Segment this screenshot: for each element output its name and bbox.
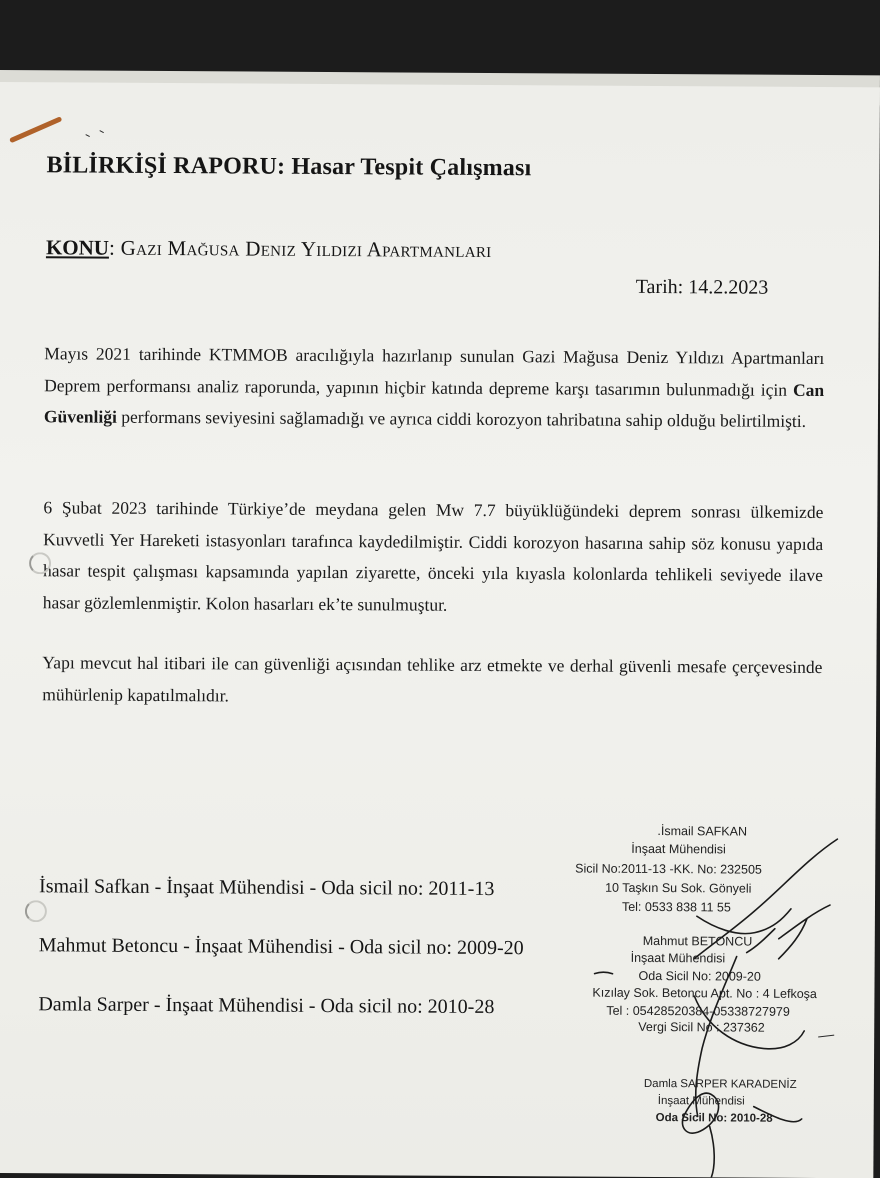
report-date: Tarih: 14.2.2023 <box>635 275 769 299</box>
signature-stroke <box>694 996 804 1049</box>
stamp2-vergi: Vergi Sicil No : 237362 <box>638 1019 765 1035</box>
stamp3-title: İnşaat Mühendisi <box>657 1095 745 1108</box>
subject-label: KONU <box>45 235 110 260</box>
signature-stroke <box>595 972 613 974</box>
paragraph-1-text-b: performans seviyesini sağlamadığı ve ayrıca ciddi korozyon tahribatına sahip olduğu belirtilmişti. <box>116 406 807 431</box>
stamp1-name: .İsmail SAFKAN <box>657 824 748 839</box>
stamp3-sicil: Oda Sicil No: 2010-28 <box>655 1112 773 1125</box>
signature-stroke <box>818 1035 834 1037</box>
signature-stroke <box>709 1126 714 1177</box>
stamp2-address: Kızılay Sok. Betoncu Apt. No : 4 Lefkoşa <box>592 985 817 1002</box>
subject-text: : Gazi Mağusa Deniz Yıldızı Apartmanları <box>108 235 492 263</box>
stamp1-title: İnşaat Mühendisi <box>631 841 726 857</box>
stamp2-tel: Tel : 05428520384-05338727979 <box>606 1003 790 1019</box>
paragraph-3: Yapı mevcut hal itibari ile can güvenliği açısından tehlike arz etmekte ve derhal güvenli mesafe çerçevesinde mühürlenip kapatılmalıdır. <box>42 652 823 705</box>
signature-stroke <box>697 908 791 934</box>
handwritten-signatures <box>0 82 880 1178</box>
stamp1-sicil: Sicil No:2011-13 -KK. No: 232505 <box>575 861 762 877</box>
report-title: BİLİRKİŞİ RAPORU: Hasar Tespit Çalışması <box>46 152 532 182</box>
signature-stroke <box>682 1093 718 1133</box>
engineer-line-2: Mahmut Betoncu - İnşaat Mühendisi - Oda sicil no: 2009-20 <box>38 934 524 960</box>
signature-stroke <box>86 131 104 137</box>
stamp2-title: İnşaat Mühendisi <box>630 950 726 966</box>
stamp2-sicil: Oda Sicil No: 2009-20 <box>638 968 761 984</box>
stamp1-tel: Tel: 0533 838 11 55 <box>621 899 731 915</box>
stamp2-name: Mahmut BETONCU <box>642 933 753 949</box>
signature-stroke <box>696 956 737 1116</box>
document-page <box>0 82 880 1178</box>
signature-stroke <box>754 1107 802 1122</box>
engineer-line-3: Damla Sarper - İnşaat Mühendisi - Oda sicil no: 2010-28 <box>38 993 495 1019</box>
signature-stroke <box>695 838 838 959</box>
engineer-line-1: İsmail Safkan - İnşaat Mühendisi - Oda sicil no: 2011-13 <box>39 875 495 901</box>
paragraph-1-text-a: Mayıs 2021 tarihinde KTMMOB aracılığıyla hazırlanıp sunulan Gazi Mağusa Deniz Yıldızı Apartmanları Deprem performansı analiz raporunda, yapının hiçbir katında depreme karşı tasarımın bulunmadığı için <box>44 343 825 400</box>
paragraph-1-bold: Can Güvenliği <box>43 379 825 427</box>
paragraph-2: 6 Şubat 2023 tarihinde Türkiye’de meydana gelen Mw 7.7 büyüklüğündeki deprem sonrası ülkemizde Kuvvetli Yer Hareketi istasyonları tarafınca kaydedilmiştir. Ciddi korozyon hasarına sahip söz konusu yapıda hasar tespit çalışması kapsamında yapılan ziyarette, önceki yıla kıyasla kolonlarda tehlikeli seviyede ilave hasar gözlemlenmiştir. Kolon hasarları ek’te sunulmuştur. <box>42 497 824 615</box>
stamp3-name: Damla SARPER KARADENİZ <box>643 1077 797 1091</box>
stamp1-address: 10 Taşkın Su Sok. Gönyeli <box>605 880 752 896</box>
